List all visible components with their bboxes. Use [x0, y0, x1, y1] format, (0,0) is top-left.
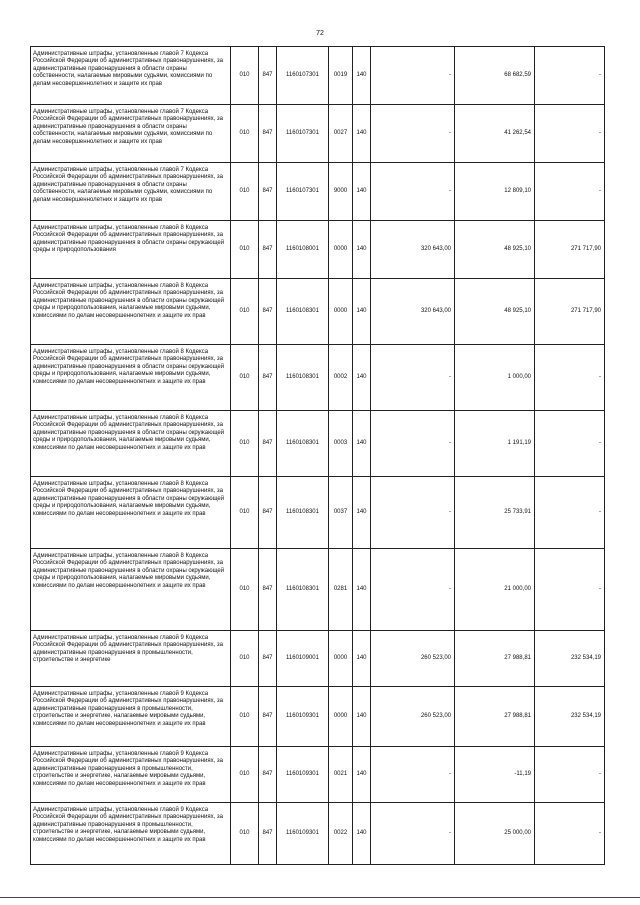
code-admin: 847 [259, 687, 277, 747]
table-row [31, 163, 605, 221]
row-description: Административные штрафы, установленные главой 9 Кодекса Российской Федерации об административных правонарушениях, за административные правонарушения в промышленности, строительстве и энергетике, налагаемые мировыми судьями, комиссиями по делам несовершеннолетних и защите их прав [31, 747, 231, 803]
row-description: Административные штрафы, установленные главой 8 Кодекса Российской Федерации об административных правонарушениях, за административные правонарушения в области охраны окружающей среды и природопользования [31, 221, 231, 279]
value-unexecuted: - [535, 747, 605, 803]
code-section: 010 [231, 411, 259, 477]
value-unexecuted: - [535, 47, 605, 105]
row-description: Административные штрафы, установленные главой 8 Кодекса Российской Федерации об административных правонарушениях, за административные правонарушения в области охраны окружающей среды и природопользования, налагаемые мировыми судьями, комиссиями по делам несовершеннолетних и защите их прав [31, 477, 231, 549]
code-classification: 140 [353, 687, 371, 747]
code-subtype: 0037 [329, 477, 353, 549]
row-description: Административные штрафы, установленные главой 8 Кодекса Российской Федерации об административных правонарушениях, за административные правонарушения в области охраны окружающей среды и природопользования, налагаемые мировыми судьями, комиссиями по делам несовершеннолетних и защите их прав [31, 411, 231, 477]
code-subtype: 0000 [329, 221, 353, 279]
page-number: 72 [316, 30, 324, 37]
code-kbk: 1160108301 [277, 549, 329, 631]
code-subtype: 0000 [329, 279, 353, 345]
code-subtype: 0022 [329, 803, 353, 865]
code-subtype: 0019 [329, 47, 353, 105]
code-kbk: 1160109301 [277, 803, 329, 865]
value-executed: 25 000,00 [455, 803, 535, 865]
value-unexecuted: 232 534,19 [535, 631, 605, 687]
value-plan: - [371, 803, 455, 865]
code-classification: 140 [353, 345, 371, 411]
value-unexecuted: - [535, 411, 605, 477]
value-unexecuted: 271 717,90 [535, 221, 605, 279]
row-description: Административные штрафы, установленные главой 8 Кодекса Российской Федерации об административных правонарушениях, за административные правонарушения в области охраны окружающей среды и природопользования, налагаемые мировыми судьями, комиссиями по делам несовершеннолетних и защите их прав [31, 279, 231, 345]
code-admin: 847 [259, 803, 277, 865]
value-executed: 68 682,59 [455, 47, 535, 105]
value-unexecuted: - [535, 163, 605, 221]
budget-revenue-table [30, 46, 605, 865]
value-unexecuted: 271 717,90 [535, 279, 605, 345]
table-row [31, 411, 605, 477]
value-plan: - [371, 163, 455, 221]
table-row [31, 549, 605, 631]
code-section: 010 [231, 631, 259, 687]
code-admin: 847 [259, 549, 277, 631]
value-unexecuted: - [535, 477, 605, 549]
value-plan: - [371, 411, 455, 477]
code-section: 010 [231, 163, 259, 221]
value-plan: - [371, 549, 455, 631]
code-subtype: 0002 [329, 345, 353, 411]
code-admin: 847 [259, 345, 277, 411]
row-description: Административные штрафы, установленные главой 8 Кодекса Российской Федерации об административных правонарушениях, за административные правонарушения в области охраны окружающей среды и природопользования, налагаемые мировыми судьями, комиссиями по делам несовершеннолетних и защите их прав [31, 549, 231, 631]
code-section: 010 [231, 477, 259, 549]
code-subtype: 0000 [329, 631, 353, 687]
code-classification: 140 [353, 631, 371, 687]
code-kbk: 1160109301 [277, 747, 329, 803]
table-row [31, 105, 605, 163]
table-row [31, 221, 605, 279]
code-section: 010 [231, 221, 259, 279]
code-admin: 847 [259, 411, 277, 477]
row-description: Административные штрафы, установленные главой 7 Кодекса Российской Федерации об административных правонарушениях, за административные правонарушения в области охраны собственности, налагаемые мировыми судьями, комиссиями по делам несовершеннолетних и защите их прав [31, 105, 231, 163]
row-description: Административные штрафы, установленные главой 7 Кодекса Российской Федерации об административных правонарушениях, за административные правонарушения в области охраны собственности, налагаемые мировыми судьями, комиссиями по делам несовершеннолетних и защите их прав [31, 47, 231, 105]
code-kbk: 1160107301 [277, 163, 329, 221]
value-unexecuted: - [535, 105, 605, 163]
value-unexecuted: - [535, 345, 605, 411]
code-classification: 140 [353, 747, 371, 803]
code-subtype: 0281 [329, 549, 353, 631]
code-section: 010 [231, 279, 259, 345]
code-kbk: 1160108301 [277, 345, 329, 411]
value-executed: 27 988,81 [455, 631, 535, 687]
code-kbk: 1160109301 [277, 687, 329, 747]
code-classification: 140 [353, 803, 371, 865]
code-admin: 847 [259, 279, 277, 345]
value-executed: 25 733,91 [455, 477, 535, 549]
code-admin: 847 [259, 477, 277, 549]
value-unexecuted: - [535, 549, 605, 631]
code-kbk: 1160108301 [277, 477, 329, 549]
code-kbk: 1160107301 [277, 105, 329, 163]
code-kbk: 1160108301 [277, 279, 329, 345]
table-row [31, 279, 605, 345]
table-row [31, 803, 605, 865]
row-description: Административные штрафы, установленные главой 9 Кодекса Российской Федерации об административных правонарушениях, за административные правонарушения в промышленности, строительстве и энергетике, налагаемые мировыми судьями, комиссиями по делам несовершеннолетних и защите их прав [31, 687, 231, 747]
value-unexecuted: 232 534,19 [535, 687, 605, 747]
value-plan: 260 523,00 [371, 687, 455, 747]
table-row [31, 345, 605, 411]
value-executed: 1 000,00 [455, 345, 535, 411]
table-row [31, 631, 605, 687]
code-classification: 140 [353, 105, 371, 163]
value-plan: - [371, 747, 455, 803]
row-description: Административные штрафы, установленные главой 9 Кодекса Российской Федерации об административных правонарушениях, за административные правонарушения в промышленности, строительстве и энергетике [31, 631, 231, 687]
code-section: 010 [231, 345, 259, 411]
value-plan: - [371, 477, 455, 549]
code-admin: 847 [259, 631, 277, 687]
code-section: 010 [231, 47, 259, 105]
code-subtype: 0003 [329, 411, 353, 477]
value-plan: - [371, 105, 455, 163]
table-row [31, 747, 605, 803]
table-row [31, 47, 605, 105]
code-classification: 140 [353, 411, 371, 477]
value-executed: 41 262,54 [455, 105, 535, 163]
code-subtype: 9000 [329, 163, 353, 221]
code-classification: 140 [353, 477, 371, 549]
code-kbk: 1160109001 [277, 631, 329, 687]
code-admin: 847 [259, 163, 277, 221]
table-row [31, 687, 605, 747]
code-admin: 847 [259, 105, 277, 163]
code-admin: 847 [259, 47, 277, 105]
code-kbk: 1160108301 [277, 411, 329, 477]
row-description: Административные штрафы, установленные главой 9 Кодекса Российской Федерации об административных правонарушениях, за административные правонарушения в промышленности, строительстве и энергетике, налагаемые мировыми судьями, комиссиями по делам несовершеннолетних и защите их прав [31, 803, 231, 865]
code-subtype: 0021 [329, 747, 353, 803]
table-body [31, 47, 605, 865]
code-subtype: 0000 [329, 687, 353, 747]
row-description: Административные штрафы, установленные главой 8 Кодекса Российской Федерации об административных правонарушениях, за административные правонарушения в области охраны окружающей среды и природопользования, налагаемые мировыми судьями, комиссиями по делам несовершеннолетних и защите их прав [31, 345, 231, 411]
code-section: 010 [231, 549, 259, 631]
value-plan: - [371, 345, 455, 411]
code-classification: 140 [353, 163, 371, 221]
value-executed: -11,19 [455, 747, 535, 803]
value-plan: - [371, 47, 455, 105]
code-classification: 140 [353, 279, 371, 345]
code-section: 010 [231, 803, 259, 865]
code-kbk: 1160107301 [277, 47, 329, 105]
page-bottom-rule [0, 897, 640, 898]
code-subtype: 0027 [329, 105, 353, 163]
value-plan: 260 523,00 [371, 631, 455, 687]
row-description: Административные штрафы, установленные главой 7 Кодекса Российской Федерации об административных правонарушениях, за административные правонарушения в области охраны собственности, налагаемые мировыми судьями, комиссиями по делам несовершеннолетних и защите их прав [31, 163, 231, 221]
value-executed: 1 191,19 [455, 411, 535, 477]
code-section: 010 [231, 747, 259, 803]
code-section: 010 [231, 687, 259, 747]
value-executed: 27 988,81 [455, 687, 535, 747]
code-admin: 847 [259, 747, 277, 803]
value-plan: 320 643,00 [371, 279, 455, 345]
code-classification: 140 [353, 47, 371, 105]
value-executed: 21 000,00 [455, 549, 535, 631]
code-section: 010 [231, 105, 259, 163]
value-executed: 48 925,10 [455, 279, 535, 345]
code-classification: 140 [353, 549, 371, 631]
code-admin: 847 [259, 221, 277, 279]
table-row [31, 477, 605, 549]
code-kbk: 1160108001 [277, 221, 329, 279]
code-classification: 140 [353, 221, 371, 279]
value-executed: 48 925,10 [455, 221, 535, 279]
value-unexecuted: - [535, 803, 605, 865]
value-plan: 320 643,00 [371, 221, 455, 279]
value-executed: 12 809,10 [455, 163, 535, 221]
